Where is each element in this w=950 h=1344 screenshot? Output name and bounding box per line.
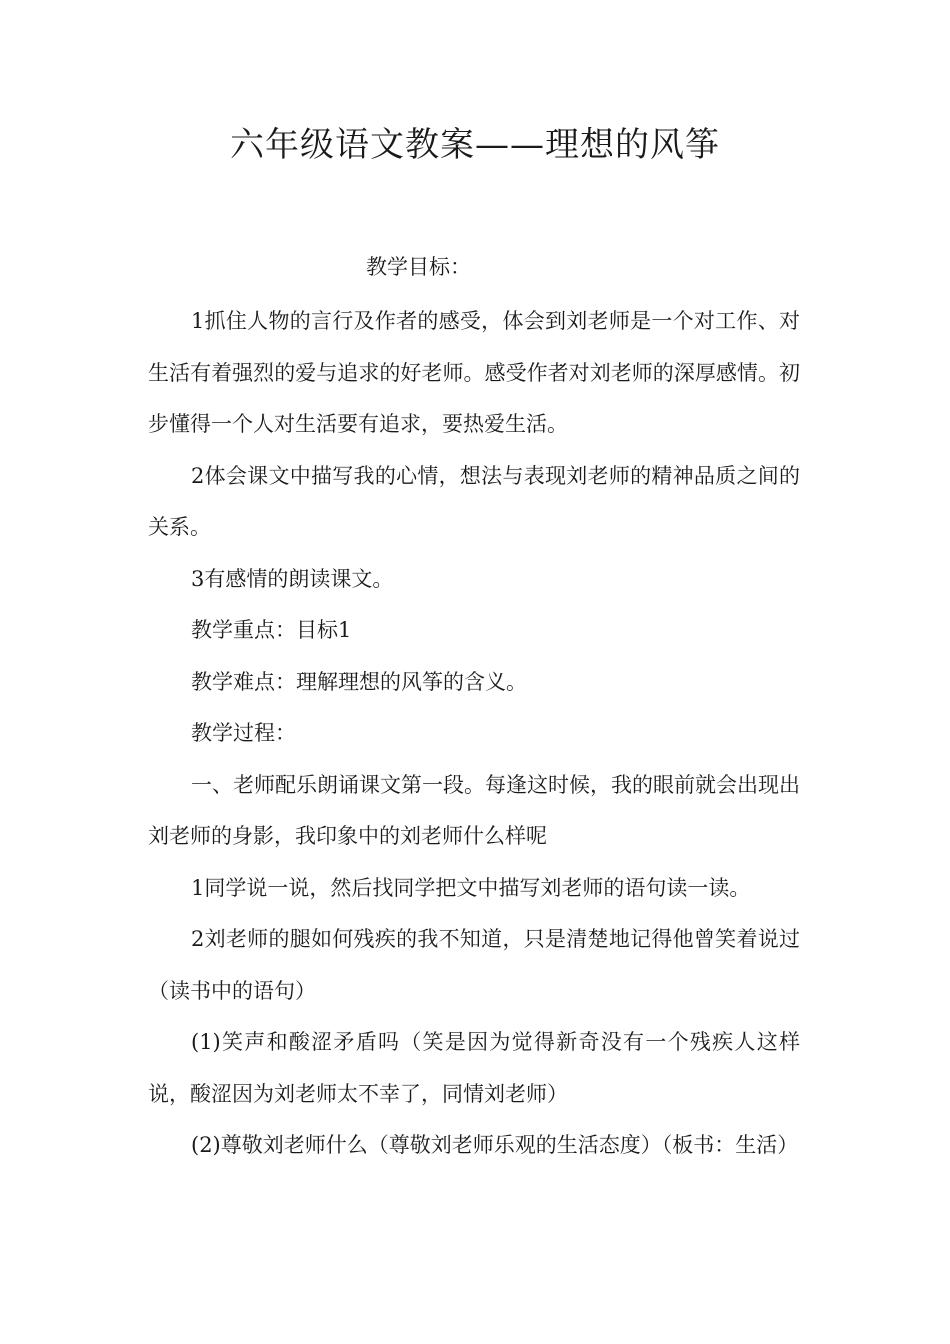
paragraph-step-1-2: 2刘老师的腿如何残疾的我不知道，只是清楚地记得他曾笑着说过（读书中的语句） — [148, 927, 800, 1003]
paragraph-step-1-1: 1同学说一说，然后找同学把文中描写刘老师的语句读一读。 — [191, 875, 751, 900]
paragraph-key-point: 教学重点：目标1 — [191, 618, 352, 642]
paragraph-objective-1: 1抓住人物的言行及作者的感受，体会到刘老师是一个对工作、对生活有着强烈的爱与追求的好老师。感受作者对刘老师的深厚感情。初步懂得一个人对生活要有追求，要热爱生活。 — [148, 309, 800, 436]
document-body — [148, 296, 800, 1172]
document-title: 六年级语文教案——理想的风筝 — [230, 125, 720, 165]
paragraph-difficulty: 教学难点：理解理想的风筝的含义。 — [191, 669, 527, 694]
paragraph-process-heading: 教学过程： — [191, 721, 296, 745]
paragraph-step-1-2-b: (2)尊敬刘老师什么（尊敬刘老师乐观的生活态度）（板书：生活） — [191, 1133, 799, 1157]
paragraph-objective-2: 2体会课文中描写我的心情，想法与表现刘老师的精神品质之间的关系。 — [148, 463, 800, 539]
objectives-heading: 教学目标： — [366, 255, 471, 279]
paragraph-step-1: 一、老师配乐朗诵课文第一段。每逢这时候，我的眼前就会出现出刘老师的身影，我印象中的刘老师什么样呢 — [148, 772, 800, 848]
paragraph-step-1-2-a: (1)笑声和酸涩矛盾吗（笑是因为觉得新奇没有一个残疾人这样说，酸涩因为刘老师太不幸了，同情刘老师） — [148, 1030, 800, 1106]
paragraph-objective-3: 3有感情的朗读课文。 — [191, 566, 394, 591]
